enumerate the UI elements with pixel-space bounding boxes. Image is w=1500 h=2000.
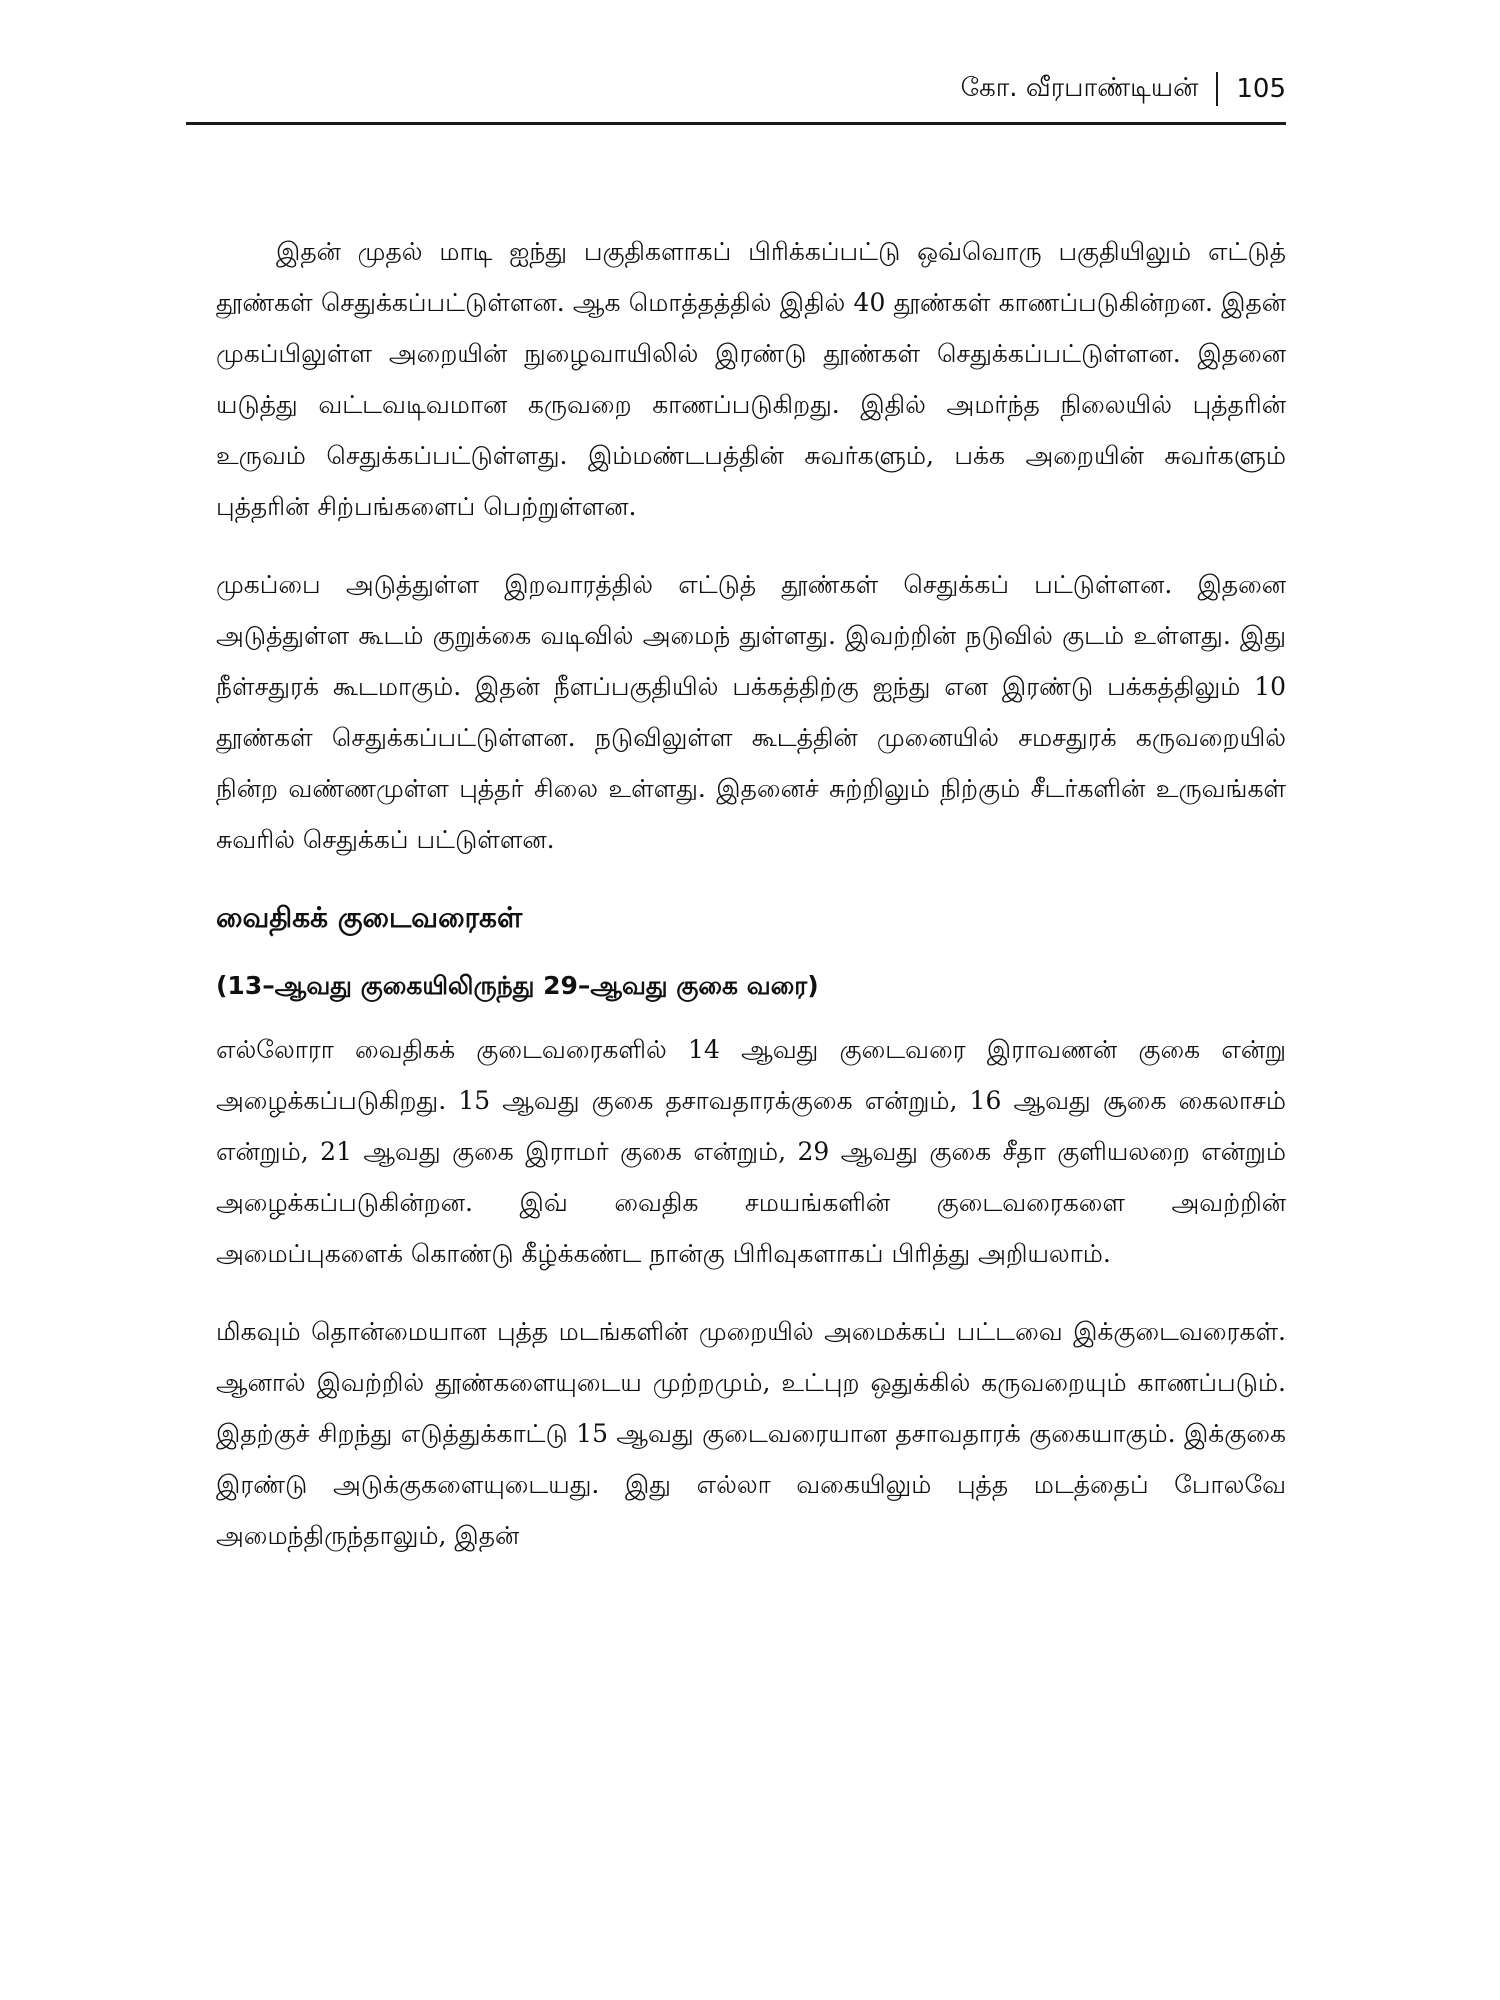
paragraph-2: முகப்பை அடுத்துள்ள இறவாரத்தில் எட்டுத் தூண்கள் செதுக்கப் பட்டுள்ளன. இதனை அடுத்துள்ள கூடம் குறுக்கை வடிவில் அமைந் துள்ளது. இவற்றின் நடுவில் குடம் உள்ளது. இது நீள்சதுரக் கூடமாகும். இதன் நீளப்பகுதியில் பக்கத்திற்கு ஐந்து என இரண்டு பக்கத்திலும் 10 தூண்கள் செதுக்கப்பட்டுள்ளன. நடுவிலுள்ள கூடத்தின் முனையில் சமசதுரக் கருவறையில் நின்ற வண்ணமுள்ள புத்தர் சிலை உள்ளது. இதனைச் சுற்றிலும் நிற்கும் சீடர்களின் உருவங்கள் சுவரில் செதுக்கப் பட்டுள்ளன.	[216, 570, 1286, 854]
paragraph-4: மிகவும் தொன்மையான புத்த மடங்களின் முறையில் அமைக்கப் பட்டவை இக்குடைவரைகள். ஆனால் இவற்றில் தூண்களையுடைய முற்றமும், உட்புற ஒதுக்கில் கருவறையும் காணப்படும். இதற்குச் சிறந்து எடுத்துக்காட்டு 15 ஆவது குடைவரையான தசாவதாரக் குகையாகும். இக்குகை இரண்டு அடுக்குகளையுடையது. இது எல்லா வகையிலும் புத்த மடத்தைப் போலவே அமைந்திருந்தாலும், இதன்	[216, 1317, 1286, 1550]
header-right	[961, 72, 1286, 106]
running-header	[186, 62, 1286, 125]
section-subheading: (13–ஆவது குகையிலிருந்து 29–ஆவது குகை வரை)	[216, 971, 819, 1000]
paragraph-3: எல்லோரா வைதிகக் குடைவரைகளில் 14 ஆவது குடைவரை இராவணன் குகை என்று அழைக்கப்படுகிறது. 15 ஆவது குகை தசாவதாரக்குகை என்றும், 16 ஆவது சூகை கைலாசம் என்றும், 21 ஆவது குகை இராமர் குகை என்றும், 29 ஆவது குகை சீதா குளியலறை என்றும் அழைக்கப்படுகின்றன. இவ் வைதிக சமயங்களின் குடைவரைகளை அவற்றின் அமைப்புகளைக் கொண்டு கீழ்க்கண்ட நான்கு பிரிவுகளாகப் பிரித்து அறியலாம்.	[216, 1035, 1286, 1268]
section-heading: வைதிகக் குடைவரைகள்	[216, 901, 523, 934]
page-body	[216, 226, 1286, 1588]
author-name: கோ. வீரபாண்டியன்	[960, 72, 1199, 103]
paragraph-1: இதன் முதல் மாடி ஐந்து பகுதிகளாகப் பிரிக்கப்பட்டு ஒவ்வொரு பகுதியிலும் எட்டுத் தூண்கள் செதுக்கப்பட்டுள்ளன. ஆக மொத்தத்தில் இதில் 40 தூண்கள் காணப்படுகின்றன. இதன் முகப்பிலுள்ள அறையின் நுழைவாயிலில் இரண்டு தூண்கள் செதுக்கப்பட்டுள்ளன. இதனை யடுத்து வட்டவடிவமான கருவறை காணப்படுகிறது. இதில் அமர்ந்த நிலையில் புத்தரின் உருவம் செதுக்கப்பட்டுள்ளது. இம்மண்டபத்தின் சுவர்களும், பக்க அறையின் சுவர்களும் புத்தரின் சிற்பங்களைப் பெற்றுள்ளன.	[216, 237, 1286, 521]
page-number: 105	[1236, 74, 1286, 104]
